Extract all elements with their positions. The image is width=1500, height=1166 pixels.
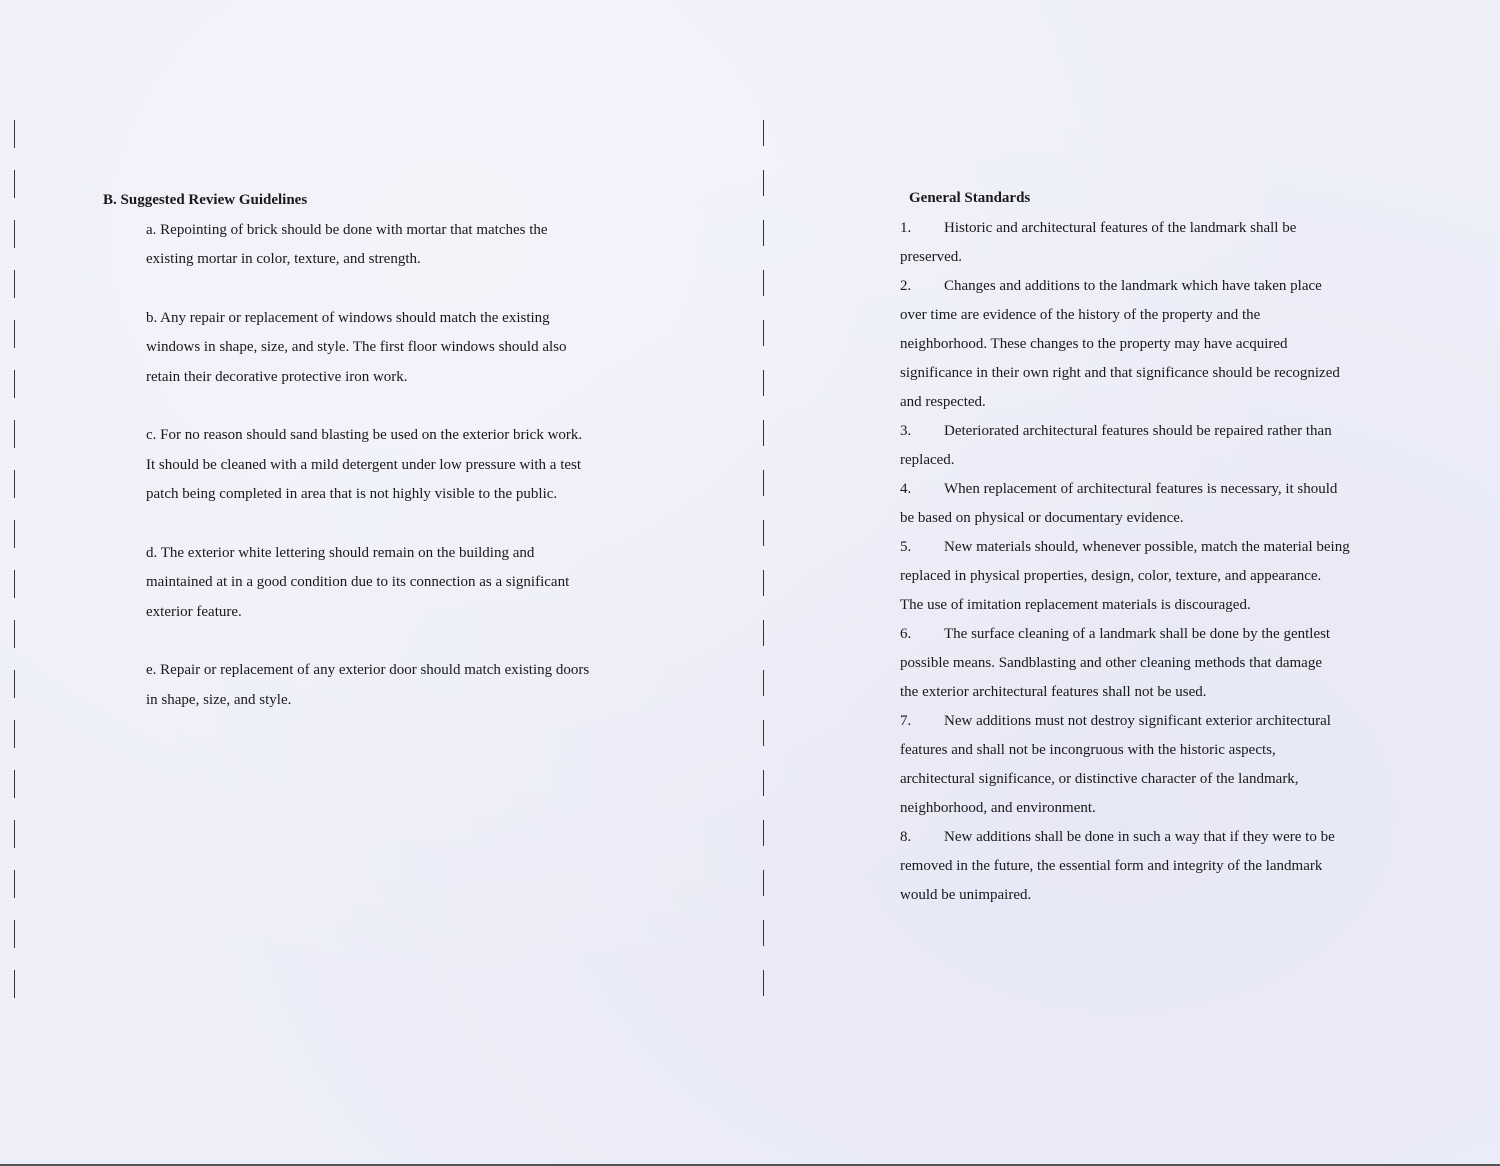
perforation-tick: [14, 920, 15, 948]
guideline-line: c. For no reason should sand blasting be used on the exterior brick work.: [146, 427, 583, 443]
standard-line: replaced in physical properties, design, color, texture, and appearance.: [900, 567, 1322, 584]
standard-line: features and shall not be incongruous with the historic aspects,: [900, 741, 1276, 758]
review-guidelines-heading: B. Suggested Review Guidelines: [103, 192, 308, 208]
standard-text: New materials should, whenever possible, match the material being: [944, 538, 1350, 555]
perforation-tick: [763, 820, 764, 846]
standard-text: New additions must not destroy significant exterior architectural: [944, 712, 1331, 729]
standard-line: The use of imitation replacement materials is discouraged.: [900, 596, 1251, 613]
standard-line: [900, 214, 1400, 243]
guideline-line: d. The exterior white lettering should remain on the building and: [146, 544, 535, 561]
standard-line: possible means. Sandblasting and other cleaning methods that damage: [900, 654, 1322, 671]
general-standards-column: [900, 184, 1400, 910]
standard-line: [900, 417, 1400, 446]
standard-item: [900, 533, 1400, 620]
guideline-line: exterior feature.: [146, 603, 242, 620]
standard-line: preserved.: [900, 248, 963, 265]
standard-text: Historic and architectural features of the landmark shall be: [944, 219, 1297, 236]
standard-line: [900, 823, 1400, 852]
perforation-tick: [763, 620, 764, 646]
standard-number: 6.: [900, 625, 912, 642]
perforation-tick: [14, 420, 15, 448]
left-perforation-marks: [14, 120, 16, 1020]
standard-text: When replacement of architectural features is necessary, it should: [944, 480, 1338, 497]
perforation-tick: [763, 170, 764, 196]
perforation-tick: [763, 920, 764, 946]
perforation-tick: [14, 370, 15, 398]
perforation-tick: [763, 220, 764, 246]
standard-line: [900, 707, 1400, 736]
standard-number: 3.: [900, 422, 912, 439]
perforation-tick: [14, 870, 15, 898]
center-perforation-marks: [763, 120, 765, 1020]
perforation-tick: [14, 320, 15, 348]
guideline-line: It should be cleaned with a mild detergent under low pressure with a test: [146, 456, 582, 473]
perforation-tick: [763, 520, 764, 546]
standard-line: [900, 475, 1400, 504]
guideline-item: [146, 539, 636, 628]
standard-line: the exterior architectural features shall not be used.: [900, 683, 1207, 700]
perforation-tick: [14, 820, 15, 848]
perforation-tick: [14, 470, 15, 498]
perforation-tick: [763, 370, 764, 396]
standard-line: removed in the future, the essential form and integrity of the landmark: [900, 857, 1323, 874]
perforation-tick: [14, 120, 15, 148]
perforation-tick: [763, 270, 764, 296]
perforation-tick: [14, 770, 15, 798]
standard-line: be based on physical or documentary evidence.: [900, 509, 1184, 526]
perforation-tick: [14, 670, 15, 698]
perforation-tick: [14, 270, 15, 298]
guideline-line: in shape, size, and style.: [146, 691, 292, 708]
standard-number: 8.: [900, 828, 912, 845]
standard-line: architectural significance, or distinctive character of the landmark,: [900, 770, 1299, 787]
standard-line: neighborhood, and environment.: [900, 799, 1096, 816]
guideline-line: existing mortar in color, texture, and strength.: [146, 251, 421, 267]
perforation-tick: [14, 220, 15, 248]
standard-item: [900, 823, 1400, 910]
general-standards-heading: General Standards: [909, 190, 1031, 206]
perforation-tick: [763, 320, 764, 346]
standard-item: [900, 214, 1400, 272]
guideline-line: a. Repointing of brick should be done with mortar that matches the: [146, 221, 548, 238]
standard-item: [900, 272, 1400, 417]
standard-line: and respected.: [900, 393, 986, 410]
perforation-tick: [14, 720, 15, 748]
review-guidelines-column: [103, 186, 663, 744]
guideline-line: retain their decorative protective iron work.: [146, 368, 408, 385]
standard-text: Deteriorated architectural features should be repaired rather than: [944, 422, 1332, 439]
perforation-tick: [14, 620, 15, 648]
standard-line: significance in their own right and that significance should be recognized: [900, 364, 1340, 381]
standard-line: replaced.: [900, 451, 955, 468]
standard-number: 4.: [900, 480, 912, 497]
perforation-tick: [763, 470, 764, 496]
standard-number: 5.: [900, 538, 912, 555]
standard-item: [900, 417, 1400, 475]
standard-number: 7.: [900, 712, 912, 729]
standard-item: [900, 620, 1400, 707]
perforation-tick: [14, 570, 15, 598]
perforation-tick: [763, 120, 764, 146]
perforation-tick: [763, 720, 764, 746]
standard-text: Changes and additions to the landmark which have taken place: [944, 277, 1322, 294]
standard-item: [900, 707, 1400, 823]
standard-text: The surface cleaning of a landmark shall be done by the gentlest: [944, 625, 1331, 642]
perforation-tick: [14, 170, 15, 198]
perforation-tick: [14, 970, 15, 998]
standard-item: [900, 475, 1400, 533]
perforation-tick: [763, 970, 764, 996]
guideline-item: [146, 304, 636, 393]
perforation-tick: [14, 520, 15, 548]
standard-line: [900, 620, 1400, 649]
guideline-item: [146, 216, 636, 275]
standard-line: over time are evidence of the history of the property and the: [900, 306, 1261, 323]
guideline-line: patch being completed in area that is not highly visible to the public.: [146, 486, 558, 502]
standard-text: New additions shall be done in such a way that if they were to be: [944, 828, 1335, 845]
standard-number: 2.: [900, 277, 912, 294]
standard-line: [900, 272, 1400, 301]
guideline-line: maintained at in a good condition due to its connection as a significant: [146, 574, 570, 590]
guideline-line: e. Repair or replacement of any exterior door should match existing doors: [146, 662, 590, 678]
perforation-tick: [763, 420, 764, 446]
standard-line: neighborhood. These changes to the property may have acquired: [900, 335, 1288, 352]
perforation-tick: [763, 570, 764, 596]
standard-line: would be unimpaired.: [900, 886, 1032, 903]
guideline-item: [146, 421, 636, 510]
perforation-tick: [763, 670, 764, 696]
guideline-item: [146, 656, 636, 715]
perforation-tick: [763, 870, 764, 896]
perforation-tick: [763, 770, 764, 796]
standard-number: 1.: [900, 219, 912, 236]
guideline-line: b. Any repair or replacement of windows should match the existing: [146, 309, 550, 326]
standard-line: [900, 533, 1400, 562]
guideline-line: windows in shape, size, and style. The first floor windows should also: [146, 339, 567, 355]
